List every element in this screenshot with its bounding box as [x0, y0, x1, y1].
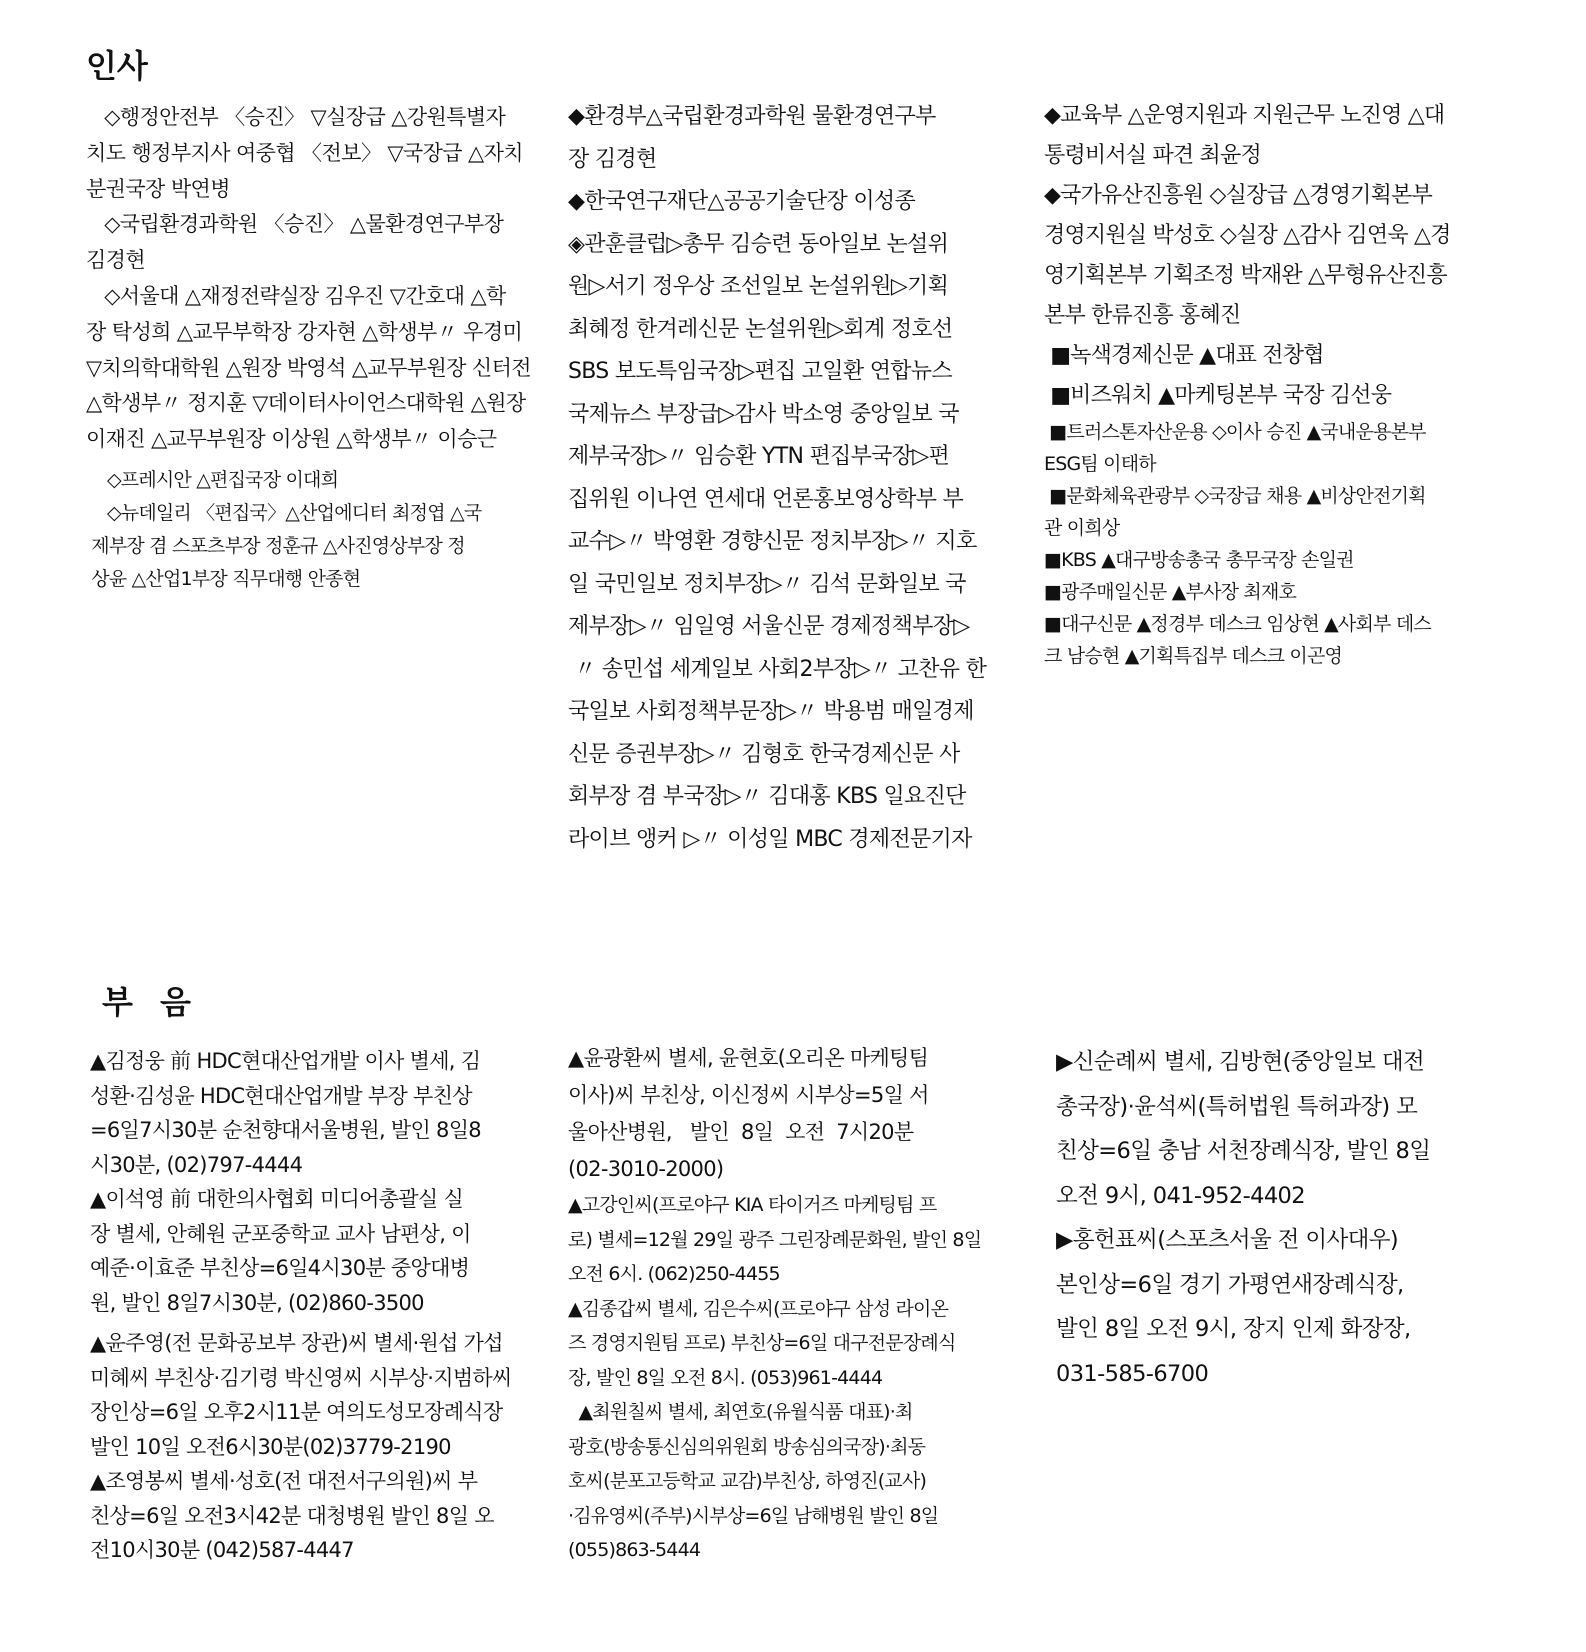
text-line: ▲김종갑씨 별세, 김은수씨(프로야구 삼성 라이온 [568, 1297, 949, 1320]
text-line: 호씨(분포고등학교 교감)부친상, 하영진(교사) [568, 1470, 927, 1492]
text-line: ◆환경부△국립환경과학원 물환경연구부 [568, 104, 936, 129]
insa-column-2 [568, 96, 1018, 861]
text-line: 로) 별세=12월 29일 광주 그린장례문화원, 발인 8일 [568, 1228, 982, 1251]
text-line: ■트러스톤자산운용 ◇이사 승진 ▲국내운용본부 [1044, 421, 1426, 443]
text-line: 총국장)·윤석씨(특허법원 특허과장) 모 [1056, 1093, 1418, 1120]
text-line: ◆교육부 △운영지원과 지원근무 노진영 △대 [1044, 103, 1445, 128]
text-line: 원, 발인 8일7시30분, (02)860-3500 [90, 1290, 424, 1315]
bueum-column-1 [90, 1044, 540, 1568]
text-line: ■문화체육관광부 ◇국장급 채용 ▲비상안전기획 [1044, 485, 1426, 507]
text-line: ◈관훈클럽▷총무 김승련 동아일보 논설위 [568, 231, 949, 257]
text-line: 경영지원실 박성호 ◇실장 △감사 김연욱 △경 [1044, 223, 1451, 248]
text-line: 관 이희상 [1044, 517, 1120, 539]
text-line: 집위원 이나연 연세대 언론홍보영상학부 부 [568, 486, 964, 512]
text-line: ◆국가유산진흥원 ◇실장급 △경영기획본부 [1044, 183, 1432, 208]
text-line: △학생부〃 정지훈 ▽데이터사이언스대학원 △원장 [86, 391, 526, 416]
text-line: 김경현 [86, 248, 146, 273]
text-line: 시30분, (02)797-4444 [90, 1152, 303, 1177]
bueum-column-3 [1056, 1040, 1526, 1396]
text-line: ■광주매일신문 ▲부사장 최재호 [1044, 581, 1297, 603]
text-line: 장 김경현 [568, 146, 657, 172]
text-line: 영기획본부 기획조정 박재완 △무형유산진흥 [1044, 263, 1447, 288]
text-line: 제부국장▷〃 임승환 YTN 편집부국장▷편 [568, 444, 950, 469]
text-line: ◆한국연구재단△공공기술단장 이성종 [568, 189, 916, 214]
text-line: ·김유영씨(주부)시부상=6일 남해병원 발인 8일 [568, 1504, 939, 1527]
text-line: 발인 8일 오전 9시, 장지 인제 화장장, [1056, 1316, 1411, 1342]
bueum-column-2 [568, 1040, 1018, 1568]
text-line: 전10시30분 (042)587-4447 [90, 1538, 354, 1562]
text-line: SBS 보도특임국장▷편집 고일환 연합뉴스 [568, 359, 952, 384]
text-line: (02-3010-2000) [568, 1157, 724, 1181]
text-line: 원▷서기 정우상 조선일보 논설위원▷기획 [568, 274, 949, 299]
text-line: 울아산병원, 발인 8일 오전 7시20분 [568, 1120, 914, 1144]
text-line: 이재진 △교무부원장 이상원 △학생부〃 이승근 [86, 427, 497, 452]
text-line: ▲윤주영(전 문화공보부 장관)씨 별세·원섭 가섭 [90, 1331, 503, 1355]
text-line: ▲고강인씨(프로야구 KIA 타이거즈 마케팅팀 프 [568, 1194, 937, 1216]
text-line: 국일보 사회정책부문장▷〃 박용범 매일경제 [568, 699, 974, 724]
text-line: 장 탁성희 △교무부학장 강자현 △학생부〃 우경미 [86, 319, 523, 344]
text-line: ◇행정안전부 〈승진〉 ▽실장급 △강원특별자 [86, 105, 506, 129]
text-line: ▽치의학대학원 △원장 박영석 △교무부원장 신터전 [86, 355, 531, 380]
text-line: ◇뉴데일리 〈편집국〉△산업에디터 최정엽 △국 [86, 501, 482, 524]
text-line: 이사)씨 부친상, 이신정씨 시부상=5일 서 [568, 1083, 929, 1107]
text-line: ▲조영봉씨 별세·성호(전 대전서구의원)씨 부 [90, 1469, 478, 1493]
text-line: 장 별세, 안혜원 군포중학교 교사 남편상, 이 [90, 1221, 471, 1246]
text-line: 라이브 앵커 ▷〃 이성일 MBC 경제전문기자 [568, 826, 972, 852]
text-line: ▲최원칠씨 별세, 최연호(유월식품 대표)·최 [568, 1401, 913, 1423]
section-title-bueum: 부 음 [102, 983, 199, 1021]
text-line: 미혜씨 부친상·김기령 박신영씨 시부상·지범하씨 [90, 1365, 512, 1390]
text-line: 최혜정 한겨레신문 논설위원▷회계 정호선 [568, 316, 953, 342]
text-line: 일 국민일보 정치부장▷〃 김석 문화일보 국 [568, 571, 966, 597]
text-line: ■비즈워치 ▲마케팅본부 국장 김선웅 [1044, 383, 1392, 408]
text-line: 친상=6일 충남 서천장례식장, 발인 8일 [1056, 1138, 1431, 1164]
text-line: ▲김정웅 前 HDC현대산업개발 이사 별세, 김 [90, 1049, 481, 1073]
text-line: ■KBS ▲대구방송총국 총무국장 손일권 [1044, 549, 1354, 571]
text-line: 상윤 △산업1부장 직무대행 안종현 [86, 567, 361, 590]
text-line: 〃 송민섭 세계일보 사회2부장▷〃 고찬유 한 [568, 656, 987, 682]
section-title-insa: 인사 [86, 47, 148, 85]
text-line: 회부장 겸 부국장▷〃 김대홍 KBS 일요진단 [568, 784, 966, 809]
text-line: ESG팀 이태하 [1044, 453, 1156, 475]
text-line: ▲윤광환씨 별세, 윤현호(오리온 마케팅팀 [568, 1046, 929, 1070]
text-line: 분권국장 박연병 [86, 176, 230, 201]
text-line: 신문 증권부장▷〃 김형호 한국경제신문 사 [568, 741, 960, 767]
text-line: 친상=6일 오전3시42분 대청병원 발인 8일 오 [90, 1503, 494, 1528]
text-line: 국제뉴스 부장급▷감사 박소영 중앙일보 국 [568, 401, 959, 427]
text-line: ■녹색경제신문 ▲대표 전창협 [1044, 343, 1324, 368]
text-line: 즈 경영지원팀 프로) 부친상=6일 대구전문장례식 [568, 1332, 956, 1354]
text-line: 장인상=6일 오후2시11분 여의도성모장례식장 [90, 1400, 503, 1424]
text-line: 031-585-6700 [1056, 1360, 1209, 1387]
text-line: 광호(방송통신심의위원회 방송심의국장)·최동 [568, 1435, 926, 1458]
text-line: ◇서울대 △재정전략실장 김우진 ▽간호대 △학 [86, 283, 506, 308]
text-line: 오전 6시. (062)250-4455 [568, 1263, 780, 1285]
text-line: 치도 행정부지사 여중협 〈전보〉 ▽국장급 △자치 [86, 140, 523, 165]
text-line: ▲이석영 前 대한의사협회 미디어총괄실 실 [90, 1187, 464, 1211]
text-line: 본부 한류진흥 홍혜진 [1044, 303, 1241, 328]
text-line: 예준·이효준 부친상=6일4시30분 중앙대병 [90, 1256, 470, 1280]
text-line: 제부장▷〃 임일영 서울신문 경제정책부장▷ [568, 614, 970, 639]
insa-column-3 [1044, 96, 1514, 672]
text-line: (055)863-5444 [568, 1539, 701, 1561]
insa-column-1 [86, 100, 536, 596]
text-line: 크 남승현 ▲기획특집부 데스크 이곤영 [1044, 645, 1343, 667]
text-line: 통령비서실 파견 최윤정 [1044, 143, 1261, 168]
text-line: ◇프레시안 △편집국장 이대희 [86, 468, 339, 491]
text-line: 교수▷〃 박영환 경향신문 정치부장▷〃 지호 [568, 529, 977, 554]
text-line: 본인상=6일 경기 가평연새장례식장, [1056, 1271, 1404, 1298]
text-line: 제부장 겸 스포츠부장 정훈규 △사진영상부장 정 [86, 534, 465, 557]
text-line: 성환·김성윤 HDC현대산업개발 부장 부친상 [90, 1083, 472, 1108]
text-line: 오전 9시, 041-952-4402 [1056, 1182, 1305, 1209]
text-line: ◇국립환경과학원 〈승진〉 △물환경연구부장 [86, 212, 504, 237]
text-line: ▶신순례씨 별세, 김방현(중앙일보 대전 [1056, 1049, 1425, 1075]
text-line: 장, 발인 8일 오전 8시. (053)961-4444 [568, 1366, 883, 1389]
text-line: ▶홍헌표씨(스포츠서울 전 이사대우) [1056, 1227, 1399, 1253]
text-line: ■대구신문 ▲정경부 데스크 임상현 ▲사회부 데스 [1044, 613, 1431, 635]
text-line: 발인 10일 오전6시30분(02)3779-2190 [90, 1434, 451, 1459]
text-line: =6일7시30분 순천향대서울병원, 발인 8일8 [90, 1118, 481, 1142]
